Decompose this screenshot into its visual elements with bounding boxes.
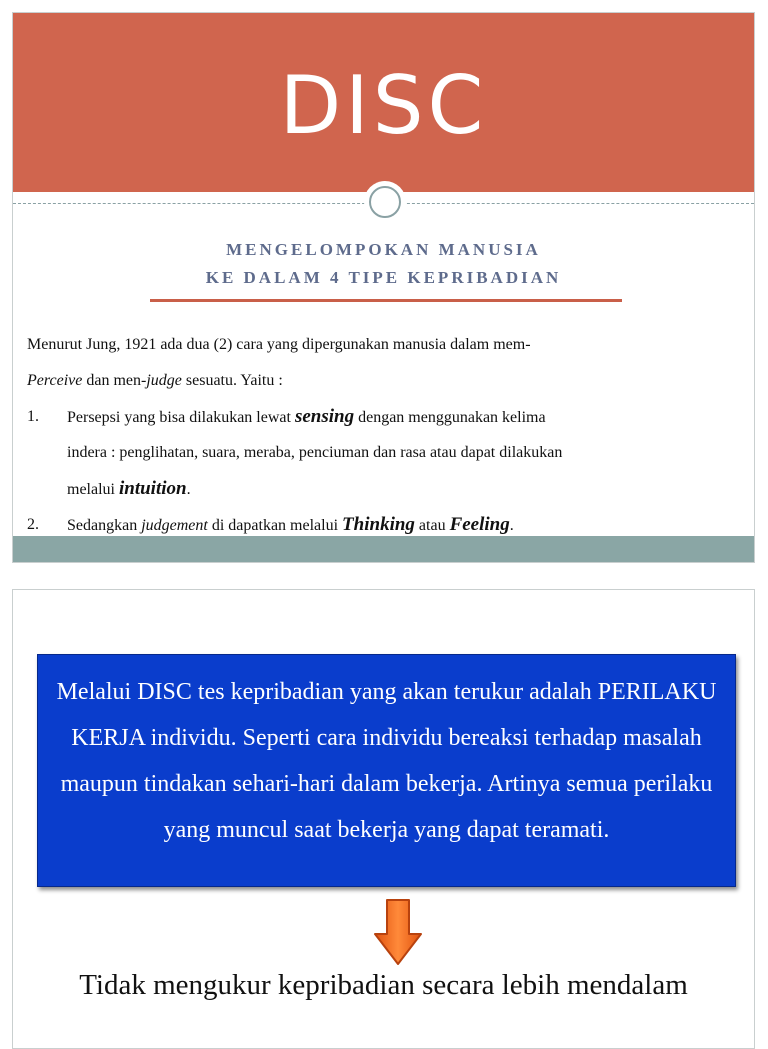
circle-ornament-icon [364, 181, 406, 223]
highlight-box [37, 654, 736, 887]
list-number-2: 2. [27, 516, 39, 533]
list-number-1: 1. [27, 408, 39, 425]
thinking-term: Thinking [342, 514, 415, 535]
footer-band [13, 536, 754, 562]
list-item-1-line-2: indera : penglihatan, suara, meraba, penciuman dan rasa atau dapat dilakukan [67, 444, 563, 461]
down-arrow-icon [373, 898, 423, 966]
subtitle-underline [150, 299, 622, 302]
closing-statement: Tidak mengukur kepribadian secara lebih mendalam [79, 969, 688, 1001]
feeling-term: Feeling [449, 514, 510, 535]
slide-2 [12, 589, 755, 1049]
perceive-term: Perceive [27, 372, 83, 389]
list-item-1: 1. Persepsi yang bisa dilakukan lewat sensing dengan menggunakan kelima [27, 399, 742, 435]
judgement-term: judgement [141, 517, 208, 534]
slide-title: DISC [279, 59, 488, 152]
intro-line-1: Menurut Jung, 1921 ada dua (2) cara yang dipergunakan manusia dalam mem- [27, 336, 531, 353]
intuition-term: intuition [118, 478, 187, 499]
slide-subtitle [13, 236, 754, 292]
list-item-2: 2. Sedangkan judgement di dapatkan melalui Thinking atau Feeling. [27, 507, 742, 543]
title-band [13, 13, 754, 192]
subtitle-line-1: MENGELOMPOKAN MANUSIA [226, 240, 541, 259]
intro-line-2: Perceive dan men-judge sesuatu. Yaitu : [27, 372, 283, 389]
sensing-term: sensing [294, 406, 355, 427]
slide-1 [12, 12, 755, 563]
subtitle-line-2: KE DALAM 4 TIPE KEPRIBADIAN [205, 268, 562, 287]
highlight-box-text: Melalui DISC tes kepribadian yang akan terukur adalah PERILAKU KERJA individu. Seperti cara individu bereaksi terhadap masalah maupun tindakan sehari-hari dalam bekerja. Artinya semua perilaku yang muncul saat bekerja yang dapat teramati. [56, 679, 717, 843]
list-item-1-line-3: melalui intuition. [67, 478, 191, 499]
body-text [27, 327, 742, 543]
judge-term: judge [146, 372, 182, 389]
